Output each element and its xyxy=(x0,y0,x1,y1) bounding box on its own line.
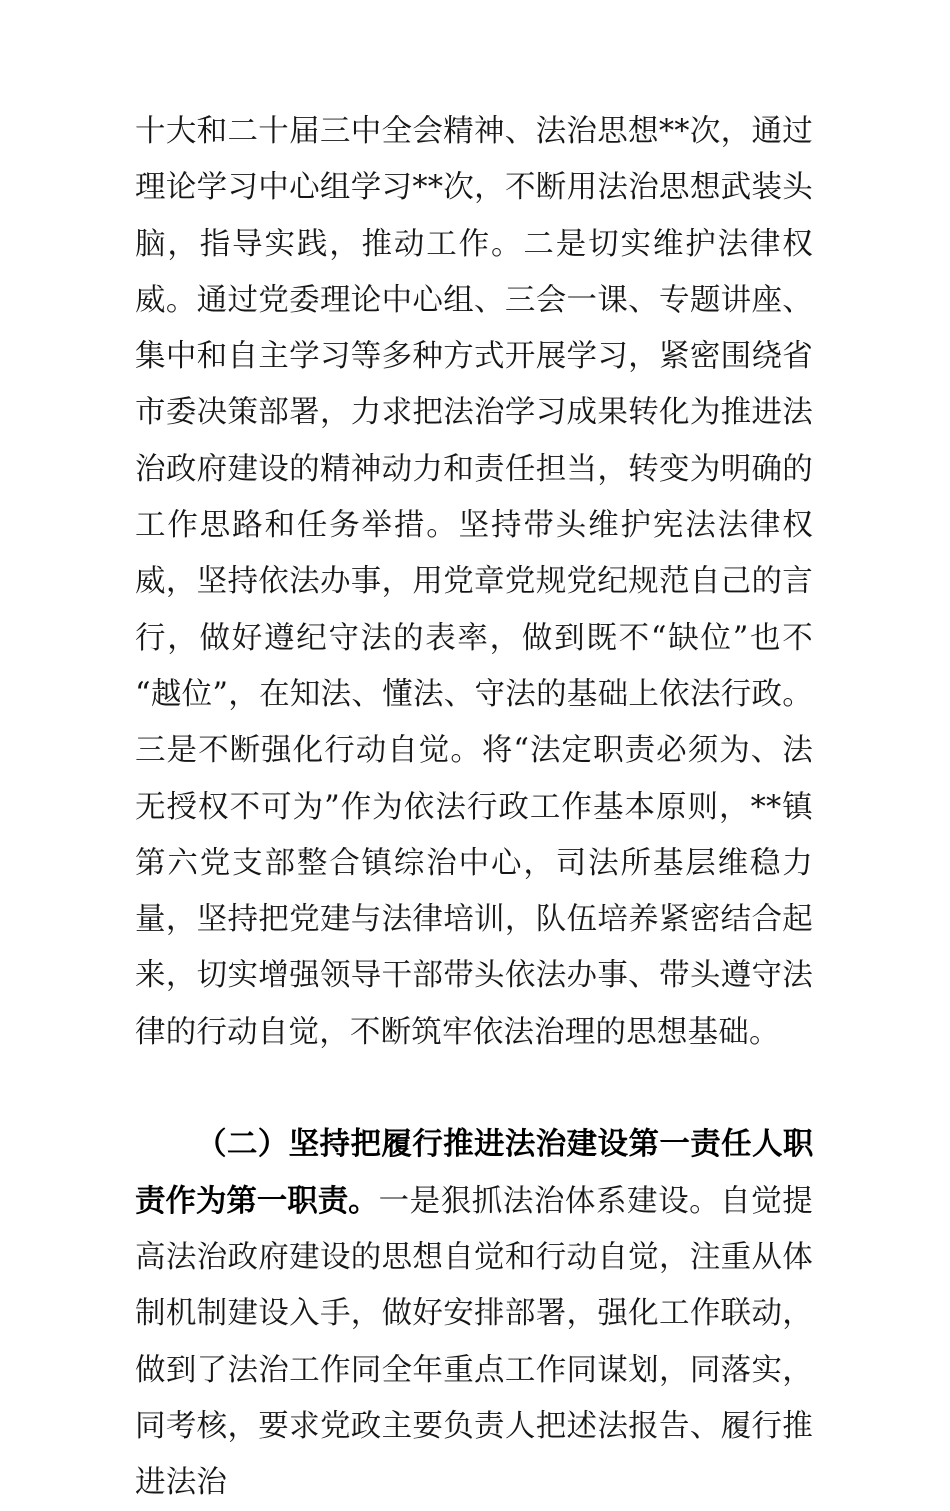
page-text-body xyxy=(135,104,813,1511)
paragraph-spacer xyxy=(135,1061,813,1117)
section-body-run: 一是狠抓法治体系建设。自觉提高法治政府建设的思想自觉和行动自觉，注重从体制机制建设入手，做好安排部署，强化工作联动，做到了法治工作同全年重点工作同谋划，同落实，同考核，要求党政主要负责人把述法报告、履行推进法治 xyxy=(135,1183,813,1501)
section-heading-run: （二）坚持把履行推进法治建设第一责任人职责作为第一职责。 xyxy=(135,1127,813,1219)
paragraph-section-two xyxy=(135,1117,813,1511)
paragraph-continuation: 十大和二十届三中全会精神、法治思想**次，通过理论学习中心组学习**次，不断用法治思想武装头脑，指导实践，推动工作。二是切实维护法律权威。通过党委理论中心组、三会一课、专题讲座、集中和自主学习等多种方式开展学习，紧密围绕省市委决策部署，力求把法治学习成果转化为推进法治政府建设的精神动力和责任担当，转变为明确的工作思路和任务举措。坚持带头维护宪法法律权威，坚持依法办事，用党章党规党纪规范自己的言行，做好遵纪守法的表率，做到既不“缺位”也不“越位”，在知法、懂法、守法的基础上依法行政。三是不断强化行动自觉。将“法定职责必须为、法无授权不可为”作为依法行政工作基本原则，**镇第六党支部整合镇综治中心，司法所基层维稳力量，坚持把党建与法律培训，队伍培养紧密结合起来，切实增强领导干部带头依法办事、带头遵守法律的行动自觉，不断筑牢依法治理的思想基础。 xyxy=(135,114,813,1050)
